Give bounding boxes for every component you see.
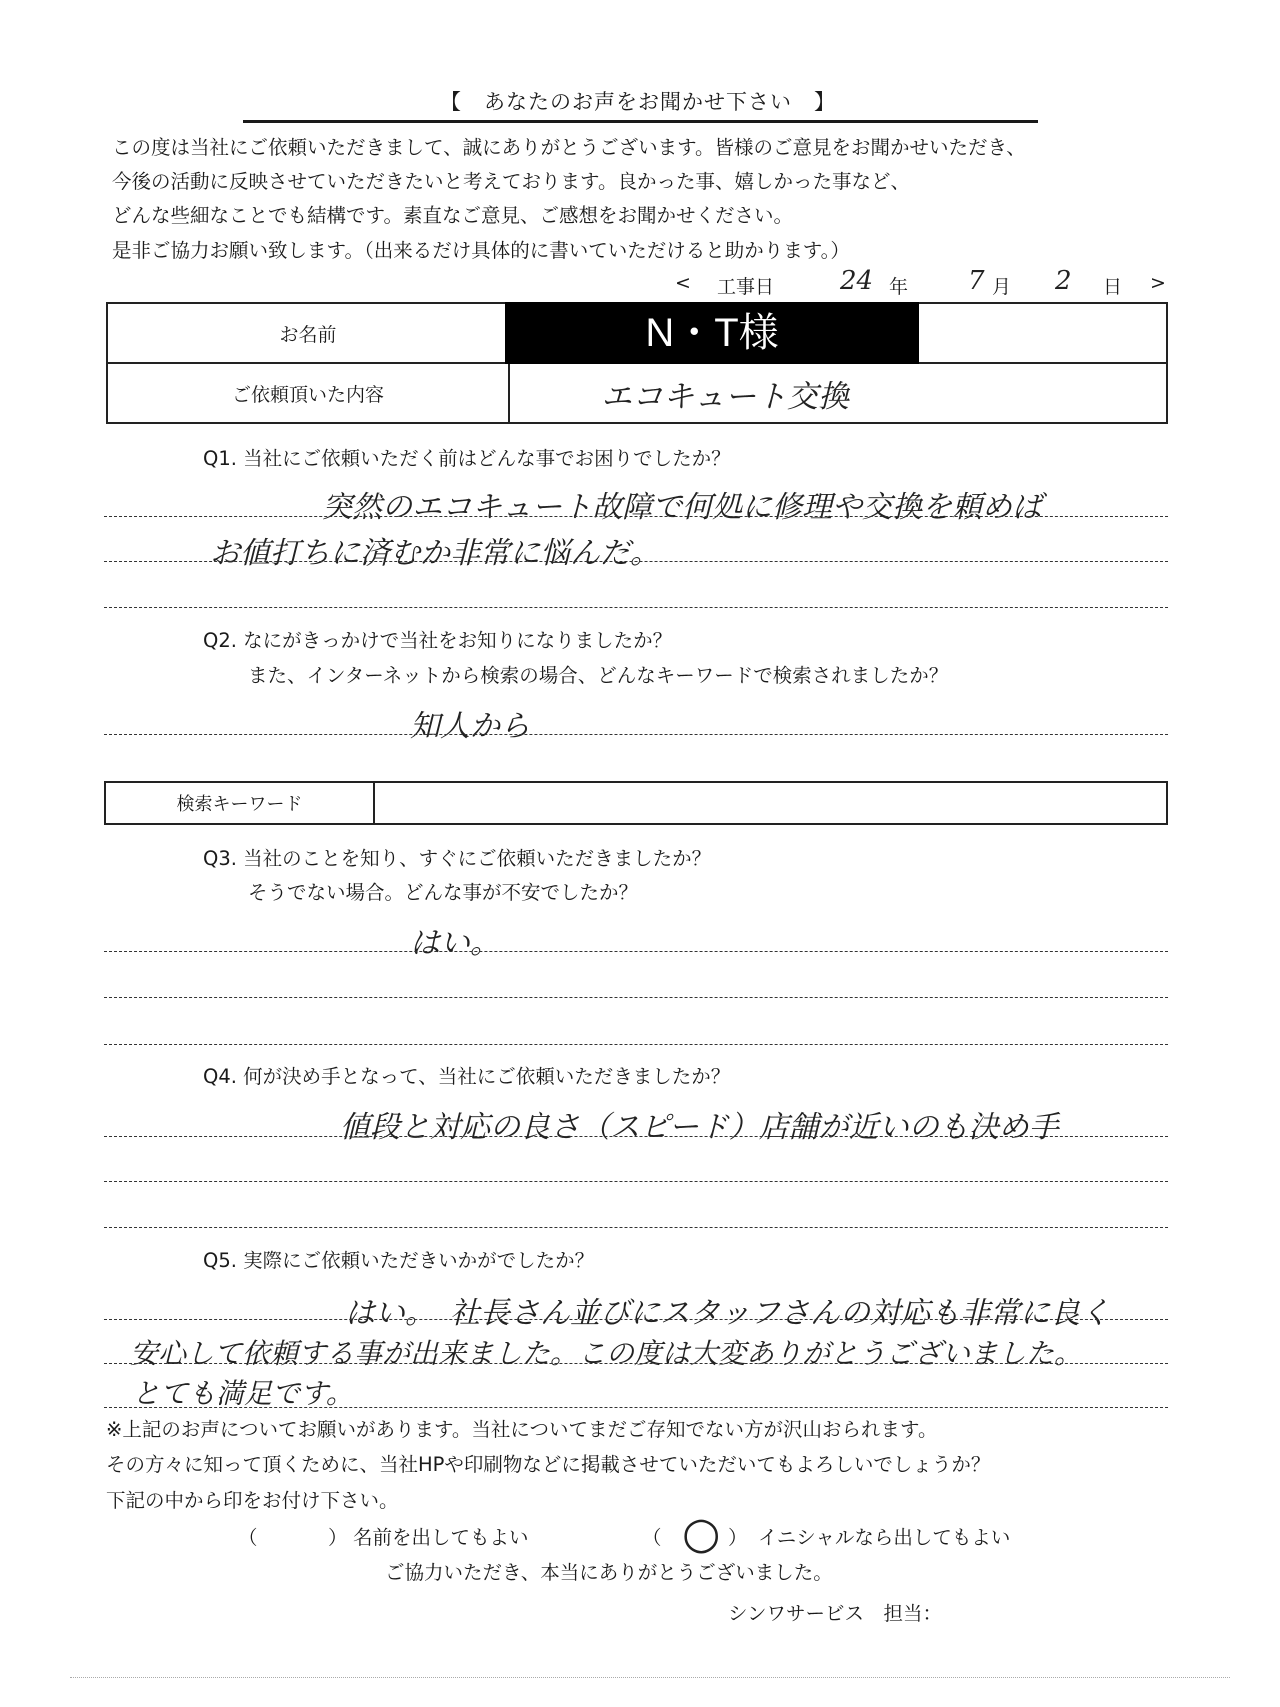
intro-line-4: 是非ご協力お願い致します。（出来るだけ具体的に書いていただけると助かります。） [112, 239, 850, 262]
consent-note-line-2: その方々に知って頂くために、当社HPや印刷物などに掲載させていただいてもよろしいでしょうか？ [106, 1453, 991, 1476]
q5-answer-line-3: とても満足です。 [132, 1377, 354, 1410]
thanks-text: ご協力いただき、本当にありがとうございました。 [385, 1561, 833, 1584]
page-title: 【 あなたのお声をお聞かせ下さい 】 [440, 90, 836, 114]
q1-rule-1 [104, 516, 1168, 517]
intro-line-2: 今後の活動に反映させていただきたいと考えております。良かった事、嬉しかった事など、 [112, 170, 910, 193]
date-day-handwritten: 2 [1055, 266, 1072, 296]
q5-question: Q5. 実際にご依頼いただきいかがでしたか？ [203, 1249, 595, 1272]
q1-answer-line-2: お値打ちに済むか非常に悩んだ。 [210, 536, 660, 571]
request-cell [509, 363, 1167, 423]
q1-answer-line-1: 突然のエコキュート故障で何処に修理や交換を頼めば [322, 490, 1042, 525]
request-answer-handwritten: エコキュート交換 [601, 378, 849, 415]
option2-mark-circle[interactable]: ○ [682, 1508, 721, 1559]
option2-open-paren: （ [642, 1526, 662, 1549]
q3-rule-3 [104, 1044, 1168, 1045]
date-month-handwritten: 7 [968, 266, 985, 296]
q1-question: Q1. 当社にご依頼いただく前はどんな事でお困りでしたか？ [203, 447, 731, 470]
option1-label: 名前を出してもよい [353, 1526, 529, 1549]
search-keyword-label: 検索キーワード [105, 782, 374, 824]
intro-line-1: この度は当社にご依頼いただきまして、誠にありがとうございます。皆様のご意見をお聞かせいただき、 [112, 136, 1026, 159]
consent-note-line-3: 下記の中から印をお付け下さい。 [106, 1489, 399, 1512]
q2-question-line-1: Q2. なにがきっかけで当社をお知りになりましたか？ [203, 629, 673, 652]
q5-rule-2 [104, 1363, 1168, 1364]
q1-rule-3 [104, 607, 1168, 608]
q3-rule-2 [104, 997, 1168, 998]
q5-rule-3 [104, 1407, 1168, 1408]
q5-answer-line-1: はい。 社長さん並びにスタッフさんの対応も非常に良く [345, 1296, 1110, 1331]
date-close-bracket: > [1150, 272, 1166, 294]
name-label: お名前 [107, 303, 509, 363]
date-open-bracket: < [675, 272, 691, 294]
title-underline [243, 120, 1038, 123]
option2-close-paren: ） [728, 1526, 748, 1549]
intro-line-3: どんな些細なことでも結構です。素直なご意見、ご感想をお聞かせください。 [112, 204, 793, 227]
q4-rule-1 [104, 1136, 1168, 1137]
q2-rule [104, 734, 1168, 735]
footer-scan-line [70, 1677, 1230, 1678]
date-day-unit: 日 [1103, 276, 1123, 298]
q2-answer: 知人から [410, 709, 530, 744]
option2-label: イニシャルなら出してもよい [758, 1526, 1011, 1549]
date-year-handwritten: 24 [840, 266, 874, 296]
q3-question-line-2: そうでない場合。どんな事が不安でしたか？ [248, 881, 639, 904]
date-year-unit: 年 [889, 276, 909, 298]
search-keyword-value [374, 782, 1167, 824]
date-month-unit: 月 [992, 276, 1012, 298]
q5-rule-1 [104, 1319, 1168, 1320]
company-staff: シンワサービス 担当： [728, 1602, 943, 1625]
search-keyword-table [104, 781, 1168, 825]
q2-question-line-2: また、インターネットから検索の場合、どんなキーワードで検索されましたか？ [248, 664, 949, 687]
consent-note-line-1: ※上記のお声についてお願いがあります。当社についてまだご存知でない方が沢山おられます。 [106, 1418, 938, 1441]
option1-close-paren: ） [328, 1526, 348, 1549]
q4-rule-3 [104, 1227, 1168, 1228]
date-label: 工事日 [717, 276, 775, 298]
q5-answer-line-2: 安心して依頼する事が出来ました。この度は大変ありがとうございました。 [130, 1337, 1083, 1370]
q4-question: Q4. 何が決め手となって、当社にご依頼いただきましたか？ [203, 1065, 731, 1088]
q3-question-line-1: Q3. 当社のことを知り、すぐにご依頼いただきましたか？ [203, 847, 712, 870]
name-redaction-box: N・T様 [505, 302, 919, 364]
q4-rule-2 [104, 1181, 1168, 1182]
q3-answer: はい。 [410, 926, 500, 961]
request-label: ご依頼頂いた内容 [107, 363, 509, 423]
q1-rule-2 [104, 561, 1168, 562]
q4-answer: 値段と対応の良さ（スピード）店舗が近いのも決め手 [340, 1110, 1059, 1145]
q3-rule-1 [104, 951, 1168, 952]
option1-open-paren: （ [238, 1526, 258, 1549]
